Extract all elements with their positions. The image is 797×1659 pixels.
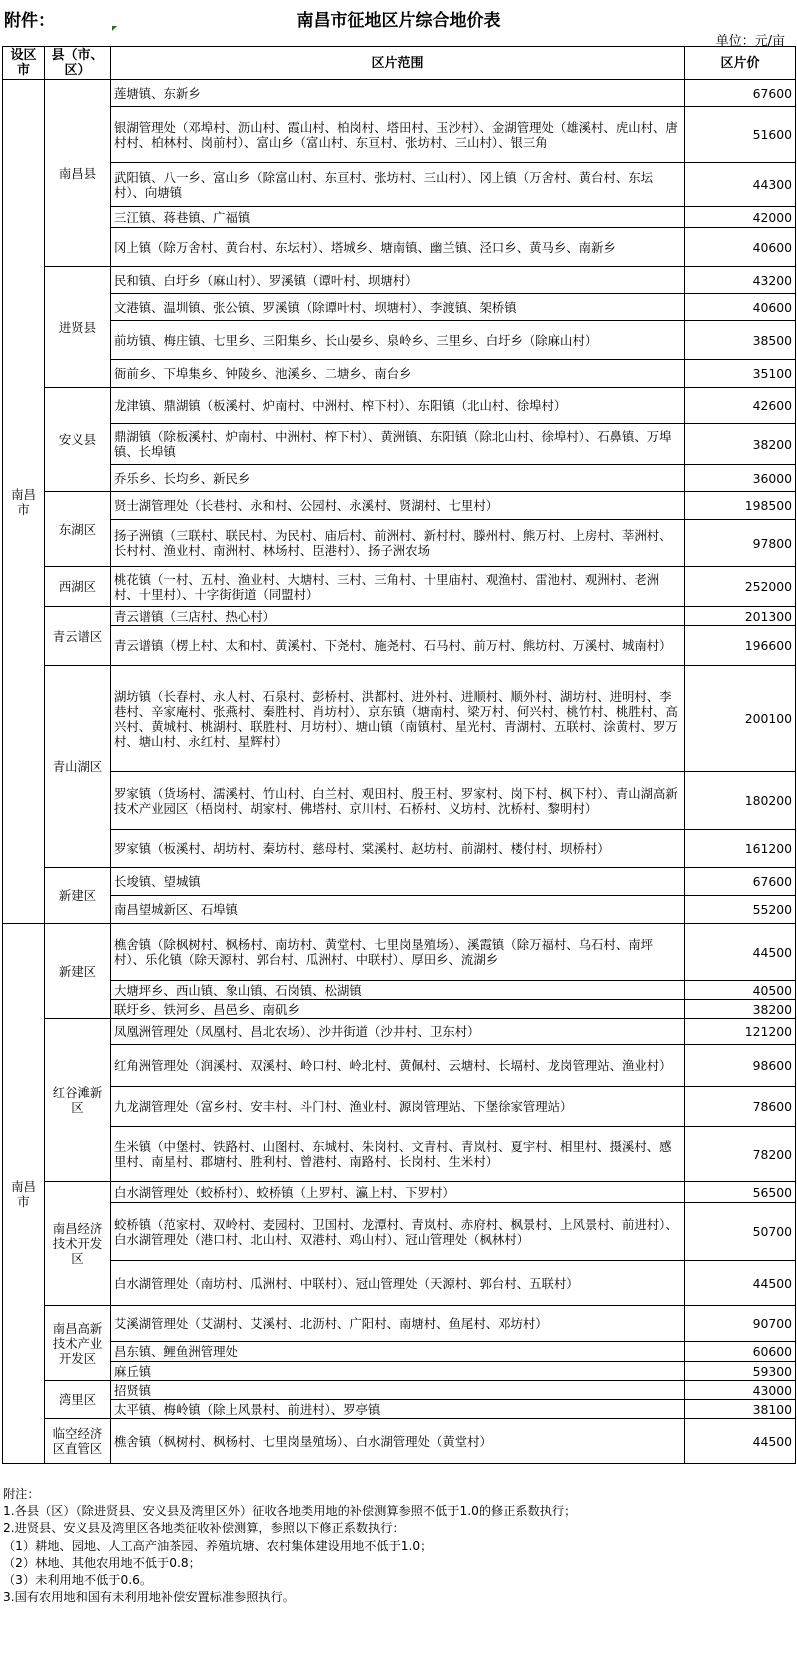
county-cell: 临空经济区直管区 [45, 1419, 111, 1464]
area-cell: 贤士湖管理处（长巷村、永和村、公园村、永溪村、贤湖村、七里村） [111, 492, 685, 520]
area-cell: 麻丘镇 [111, 1362, 685, 1381]
table-row [3, 981, 796, 1000]
price-cell: 44500 [685, 924, 796, 981]
price-cell: 55200 [685, 896, 796, 924]
table-row [3, 868, 796, 896]
footnote-line: （1）耕地、园地、人工高产油茶园、养殖坑塘、农村集体建设用地不低于1.0； [3, 1538, 433, 1553]
price-cell: 38200 [685, 1000, 796, 1019]
table-row [3, 228, 796, 267]
county-cell: 南昌经济技术开发区 [45, 1182, 111, 1306]
area-cell: 桃花镇（一村、五村、渔业村、大塘村、三村、三角村、十里庙村、观渔村、雷池村、观洲村、老洲村、十里村）、十字街街道（同盟村） [111, 567, 685, 607]
table-row [3, 896, 796, 924]
footnote-line: （2）林地、其他农用地不低于0.8； [3, 1555, 201, 1570]
area-cell: 青云谱镇（三店村、热心村） [111, 607, 685, 626]
county-cell: 红谷滩新区 [45, 1019, 111, 1182]
price-cell: 60600 [685, 1342, 796, 1362]
area-cell: 银湖管理处（邓埠村、沥山村、霞山村、柏岗村、塔田村、玉沙村）、金湖管理处（雄溪村、虎山村、唐村村、柏林村、岗前村）、富山乡（富山村、东亘村、张坊村、三山村）、银三角 [111, 107, 685, 163]
area-cell: 长埈镇、望城镇 [111, 868, 685, 896]
table-row [3, 207, 796, 228]
table-row [3, 1342, 796, 1362]
table-row [3, 1306, 796, 1342]
page-title: 南昌市征地区片综合地价表 [296, 11, 501, 31]
county-cell: 新建区 [45, 868, 111, 924]
column-header-city: 设区市 [3, 47, 45, 80]
area-cell: 扬子洲镇（三联村、联民村、为民村、庙后村、前洲村、新村村、滕州村、熊万村、上房村、莘洲村、长村村、渔业村、南洲村、林场村、臣港村）、扬子洲农场 [111, 520, 685, 567]
county-cell: 西湖区 [45, 567, 111, 607]
price-cell: 59300 [685, 1362, 796, 1381]
area-cell: 太平镇、梅岭镇（除上风景村、前进村）、罗亭镇 [111, 1400, 685, 1419]
county-cell: 进贤县 [45, 267, 111, 388]
price-cell: 200100 [685, 666, 796, 772]
price-cell: 198500 [685, 492, 796, 520]
area-cell: 冈上镇（除万舍村、黄台村、东坛村）、塔城乡、塘南镇、幽兰镇、泾口乡、黄马乡、南新乡 [111, 228, 685, 267]
area-cell: 前坊镇、梅庄镇、七里乡、三阳集乡、长山晏乡、泉岭乡、三里乡、白圩乡（除麻山村） [111, 321, 685, 360]
table-row [3, 567, 796, 607]
price-cell: 161200 [685, 830, 796, 868]
area-cell: 湖坊镇（长春村、永人村、石泉村、彭桥村、洪都村、进外村、进顺村、顺外村、湖坊村、进明村、李巷村、辛家庵村、张燕村、秦胜村、肖坊村）、京东镇（塘南村、梁万村、何兴村、桃竹村、桃胜村、高兴村、黄城村、桃湖村、联胜村、月坊村）、塘山镇（南镇村、星光村、青湖村、五联村、涂黄村、罗万村、塘山村、永红村、星辉村） [111, 666, 685, 772]
price-cell: 78200 [685, 1127, 796, 1182]
table-row [3, 1203, 796, 1261]
price-cell: 98600 [685, 1045, 796, 1087]
area-cell: 联圩乡、铁河乡、昌邑乡、南矶乡 [111, 1000, 685, 1019]
footnote-line: 1.各县（区）（除进贤县、安义县及湾里区外）征收各地类用地的补偿测算参照不低于1.0的修正系数执行； [3, 1504, 577, 1519]
area-cell: 三江镇、蒋巷镇、广福镇 [111, 207, 685, 228]
table-row [3, 1261, 796, 1306]
table-row [3, 388, 796, 424]
price-cell: 38500 [685, 321, 796, 360]
price-cell: 38100 [685, 1400, 796, 1419]
area-cell: 文港镇、温圳镇、张公镇、罗溪镇（除谭叶村、坝塘村）、李渡镇、架桥镇 [111, 294, 685, 321]
price-cell: 180200 [685, 772, 796, 830]
price-cell: 67600 [685, 80, 796, 107]
table-row [3, 1087, 796, 1127]
table-row [3, 1362, 796, 1381]
price-cell: 44500 [685, 1261, 796, 1306]
price-cell: 196600 [685, 626, 796, 666]
area-cell: 罗家镇（货场村、濡溪村、竹山村、白兰村、观田村、殷王村、罗家村、岗下村、枫下村）、青山湖高新技术产业园区（梧岗村、胡家村、佛塔村、京川村、石桥村、义坊村、沈桥村、黎明村） [111, 772, 685, 830]
table-header-row [3, 47, 796, 80]
price-cell: 44500 [685, 1419, 796, 1464]
area-cell: 民和镇、白圩乡（麻山村）、罗溪镇（谭叶村、坝塘村） [111, 267, 685, 294]
area-cell: 衙前乡、下埠集乡、钟陵乡、池溪乡、二塘乡、南台乡 [111, 360, 685, 388]
price-cell: 43200 [685, 267, 796, 294]
area-cell: 莲塘镇、东新乡 [111, 80, 685, 107]
county-cell: 青云谱区 [45, 607, 111, 666]
county-cell: 湾里区 [45, 1381, 111, 1419]
area-cell: 白水湖管理处（蛟桥村）、蛟桥镇（上罗村、瀛上村、下罗村） [111, 1182, 685, 1203]
table-row [3, 1381, 796, 1400]
area-cell: 生米镇（中堡村、铁路村、山图村、东城村、朱岗村、文青村、青岚村、夏宇村、相里村、摄溪村、感里村、南星村、郡塘村、胜利村、曾港村、南路村、长岗村、生米村） [111, 1127, 685, 1182]
footnote-heading: 附注： [3, 1487, 40, 1501]
city-cell: 南昌市 [3, 80, 45, 924]
county-cell: 南昌高新技术产业开发区 [45, 1306, 111, 1381]
table-row [3, 360, 796, 388]
price-cell: 50700 [685, 1203, 796, 1261]
county-cell: 南昌县 [45, 80, 111, 267]
area-cell: 南昌望城新区、石埠镇 [111, 896, 685, 924]
unit-label: 单位：元/亩 [715, 34, 785, 49]
column-header-area: 区片范围 [111, 47, 685, 80]
area-cell: 武阳镇、八一乡、富山乡（除富山村、东亘村、张坊村、三山村）、冈上镇（万舍村、黄台村、东坛村）、向塘镇 [111, 163, 685, 207]
table-row [3, 163, 796, 207]
land-price-table [2, 46, 796, 1464]
price-cell: 42600 [685, 388, 796, 424]
price-cell: 201300 [685, 607, 796, 626]
footnote-line: 3.国有农用地和国有未利用地补偿安置标准参照执行。 [3, 1590, 295, 1605]
table-row [3, 465, 796, 492]
price-cell: 44300 [685, 163, 796, 207]
table-row [3, 1000, 796, 1019]
table-row [3, 772, 796, 830]
table-row [3, 294, 796, 321]
cell-comment-marker-icon [112, 26, 117, 31]
area-cell: 樵舍镇（除枫树村、枫杨村、南坊村、黄堂村、七里岗垦殖场）、溪霞镇（除万福村、乌石村、南坪村）、乐化镇（除天源村、郭台村、瓜洲村、中联村）、厚田乡、流湖乡 [111, 924, 685, 981]
column-header-county: 县（市、区） [45, 47, 111, 80]
area-cell: 九龙湖管理处（富乡村、安丰村、斗门村、渔业村、源岗管理站、下堡徐家管理站） [111, 1087, 685, 1127]
price-cell: 43000 [685, 1381, 796, 1400]
area-cell: 乔乐乡、长均乡、新民乡 [111, 465, 685, 492]
county-cell: 新建区 [45, 924, 111, 1019]
price-cell: 35100 [685, 360, 796, 388]
city-cell: 南昌市 [3, 924, 45, 1464]
price-cell: 42000 [685, 207, 796, 228]
table-row [3, 1019, 796, 1045]
area-cell: 艾溪湖管理处（艾湖村、艾溪村、北沥村、广阳村、南塘村、鱼尾村、邓坊村） [111, 1306, 685, 1342]
table-row [3, 1182, 796, 1203]
area-cell: 招贤镇 [111, 1381, 685, 1400]
price-cell: 40500 [685, 981, 796, 1000]
table-row [3, 924, 796, 981]
price-cell: 51600 [685, 107, 796, 163]
table-row [3, 492, 796, 520]
area-cell: 白水湖管理处（南坊村、瓜洲村、中联村）、冠山管理处（天源村、郭台村、五联村） [111, 1261, 685, 1306]
column-header-price: 区片价 [685, 47, 796, 80]
table-row [3, 1419, 796, 1464]
table-row [3, 626, 796, 666]
price-cell: 252000 [685, 567, 796, 607]
price-cell: 121200 [685, 1019, 796, 1045]
area-cell: 红角洲管理处（润溪村、双溪村、岭口村、岭北村、黄佩村、云塘村、长塥村、龙岗管理站、渔业村） [111, 1045, 685, 1087]
area-cell: 青云谱镇（楞上村、太和村、黄溪村、下尧村、施尧村、石马村、前万村、熊坊村、万溪村、城南村） [111, 626, 685, 666]
area-cell: 昌东镇、鲤鱼洲管理处 [111, 1342, 685, 1362]
table-row [3, 267, 796, 294]
table-row [3, 1045, 796, 1087]
area-cell: 樵舍镇（枫树村、枫杨村、七里岗垦殖场）、白水湖管理处（黄堂村） [111, 1419, 685, 1464]
price-cell: 56500 [685, 1182, 796, 1203]
table-row [3, 1400, 796, 1419]
price-cell: 40600 [685, 228, 796, 267]
price-cell: 97800 [685, 520, 796, 567]
footnote-line: （3）未利用地不低于0.6。 [3, 1573, 153, 1588]
area-cell: 龙津镇、鼎湖镇（板溪村、炉南村、中洲村、榨下村）、东阳镇（北山村、徐埠村） [111, 388, 685, 424]
table-row [3, 830, 796, 868]
table-row [3, 107, 796, 163]
area-cell: 罗家镇（板溪村、胡坊村、秦坊村、慈母村、棠溪村、赵坊村、前湖村、楼付村、坝桥村） [111, 830, 685, 868]
area-cell: 凤凰洲管理处（凤凰村、昌北农场）、沙井街道（沙井村、卫东村） [111, 1019, 685, 1045]
table-row [3, 520, 796, 567]
footnotes [3, 1486, 793, 1606]
table-row [3, 1127, 796, 1182]
area-cell: 鼎湖镇（除板溪村、炉南村、中洲村、榨下村）、黄洲镇、东阳镇（除北山村、徐埠村）、石鼻镇、万埠镇、长埠镇 [111, 424, 685, 465]
county-cell: 安义县 [45, 388, 111, 492]
price-cell: 90700 [685, 1306, 796, 1342]
area-cell: 蛟桥镇（范家村、双岭村、麦园村、卫国村、龙潭村、青岚村、赤府村、枫景村、上风景村、前进村）、白水湖管理处（港口村、北山村、双港村、鸡山村）、冠山管理处（枫林村） [111, 1203, 685, 1261]
county-cell: 东湖区 [45, 492, 111, 567]
attachment-label: 附件： [4, 11, 55, 31]
table-row [3, 321, 796, 360]
price-cell: 36000 [685, 465, 796, 492]
price-cell: 67600 [685, 868, 796, 896]
table-row [3, 666, 796, 772]
area-cell: 大塘坪乡、西山镇、象山镇、石岗镇、松湖镇 [111, 981, 685, 1000]
footnote-line: 2.进贤县、安义县及湾里区各地类征收补偿测算，参照以下修正系数执行： [3, 1521, 405, 1536]
price-cell: 40600 [685, 294, 796, 321]
table-row [3, 607, 796, 626]
table-row [3, 80, 796, 107]
price-cell: 78600 [685, 1087, 796, 1127]
table-row [3, 424, 796, 465]
county-cell: 青山湖区 [45, 666, 111, 868]
price-cell: 38200 [685, 424, 796, 465]
